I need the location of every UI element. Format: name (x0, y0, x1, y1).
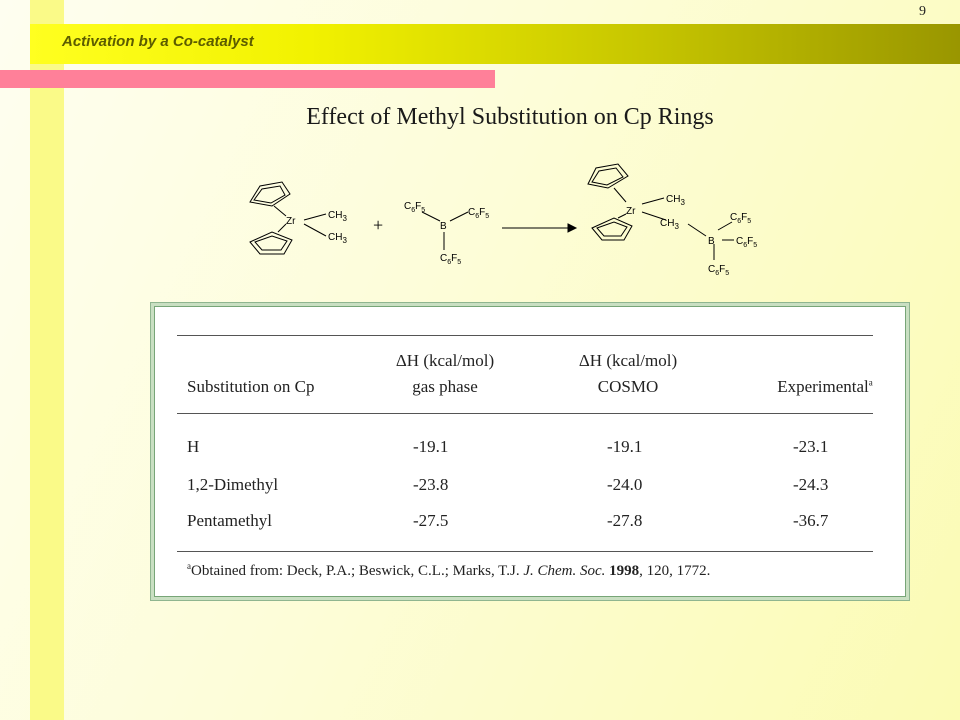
svg-text:CH3: $CH_3$ (328, 232, 347, 245)
footnote-marker: a (868, 377, 873, 388)
header-cosmo-line1: ΔH (kcal/mol) (578, 351, 678, 370)
header-substitution: Substitution on Cp (187, 377, 315, 396)
row-experimental: -23.1 (793, 437, 829, 456)
borane-reagent (404, 201, 489, 266)
enthalpy-table (154, 306, 906, 597)
svg-text:CH3: $CH_3$ (660, 218, 679, 231)
row-substitution: H (187, 437, 200, 456)
zr-label: Zr (286, 216, 296, 227)
row-cosmo: -24.0 (607, 475, 643, 494)
row-cosmo: -27.8 (607, 511, 643, 530)
plus-sign: + (373, 215, 384, 235)
svg-text:C6F5: $C_6F_5$ (708, 264, 730, 277)
row-gas-phase: -27.5 (413, 511, 449, 530)
citation-footnote: $^a$Obtained from: Deck, P.A.; Beswick, C.L.; Marks, T.J. J. Chem. Soc. 1998, 120, 1772. (187, 561, 711, 579)
header-gas-phase-line2: gas phase (412, 377, 478, 396)
svg-text:C6F5: $C_6F_5$ (440, 253, 462, 266)
svg-text:CH3: $CH_3$ (666, 194, 685, 207)
table-top-rule (177, 335, 873, 336)
row-substitution: Pentamethyl (187, 511, 272, 530)
svg-text:Zr (286, 216, 296, 227)
svg-text:B: B (708, 236, 715, 247)
svg-text:C6F5: $C_6F_5$ (468, 207, 490, 220)
reaction-arrow (502, 224, 576, 232)
zirconocene-dimethyl (250, 182, 347, 254)
svg-text:CH3: $CH_3$ (328, 210, 347, 223)
header-gas-phase-line1: ΔH (kcal/mol) (395, 351, 495, 370)
svg-text:B: B (440, 221, 447, 232)
header-cosmo-line2: COSMO (597, 377, 659, 396)
row-gas-phase: -23.8 (413, 475, 449, 494)
table-bottom-rule (177, 551, 873, 552)
slide-title: Effect of Methyl Substitution on Cp Rings (306, 104, 714, 130)
svg-text:C6F5: $C_6F_5$ (730, 212, 752, 225)
page-number: 9 (919, 4, 926, 19)
svg-text:Zr: Zr (626, 206, 636, 217)
svg-text:C6F5: $C_6F_5$ (404, 201, 426, 214)
reaction-scheme (230, 158, 790, 288)
pink-accent-bar (0, 70, 495, 88)
table-header-rule (177, 413, 873, 414)
svg-text:C6F5: $C_6F_5$ (736, 236, 758, 249)
row-substitution: 1,2-Dimethyl (187, 475, 279, 494)
zwitterion-product (588, 164, 757, 277)
header-experimental: Experimental$^a$ (777, 377, 873, 396)
row-experimental: -24.3 (793, 475, 829, 494)
row-gas-phase: -19.1 (413, 437, 449, 456)
row-experimental: -36.7 (793, 511, 829, 530)
section-title: Activation by a Co-catalyst (62, 33, 254, 50)
row-cosmo: -19.1 (607, 437, 643, 456)
